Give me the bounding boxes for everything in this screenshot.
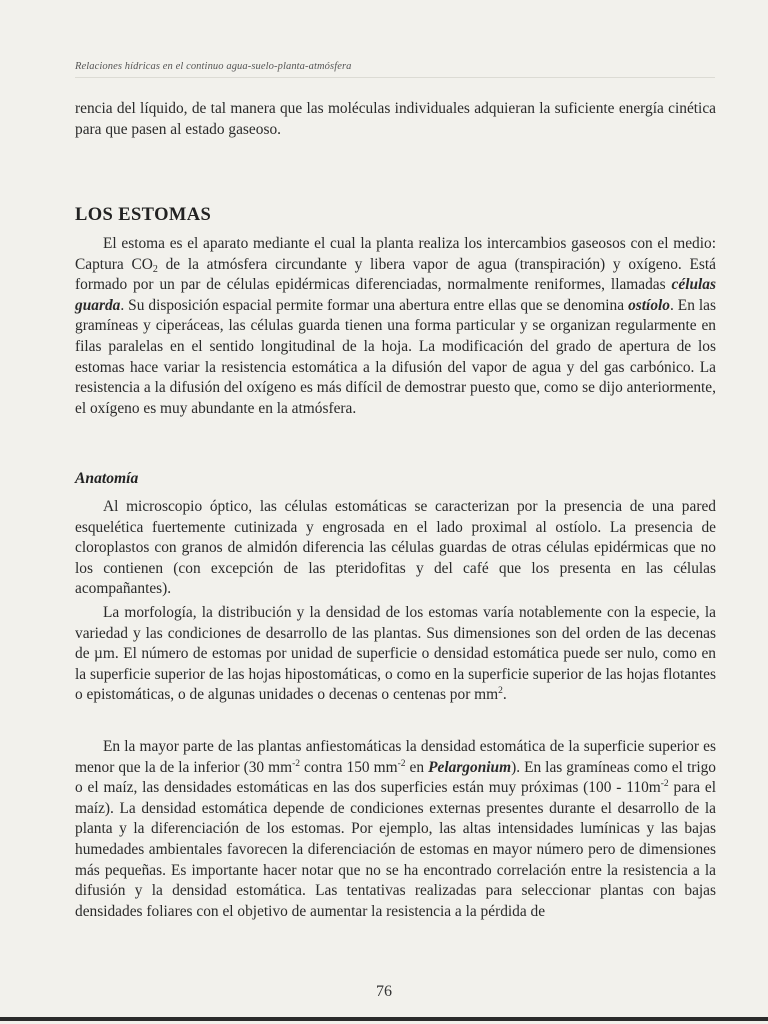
superscript: 2: [498, 686, 503, 697]
text-run: en: [405, 758, 429, 776]
header-rule: [75, 77, 715, 78]
anatomia-paragraph-2: [75, 603, 716, 706]
running-head: Relaciones hídricas en el continuo agua-suelo-planta-atmósfera: [75, 61, 352, 72]
subscript: 2: [152, 263, 158, 275]
text-run: La morfología, la distribución y la densidad de los estomas varía notablemente con la especie, la variedad y las condiciones de desarrollo de las plantas. Sus dimensiones son del orden de las decenas de µm. El número de estomas por unidad de superficie o densidad estomática puede ser nulo, como en la superficie superior de las hojas hipostomáticas, o como en la superficie superior de las hojas flotantes o epistomáticas, o de algunas unidades o decenas o centenas por mm: [75, 604, 716, 704]
text-run: de la atmósfera circundante y libera vapor de agua (transpiración) y oxígeno. Está formado por un par de células epidérmicas diferenciadas, normalmente reniformes, llamadas: [75, 255, 717, 294]
text-run: El estoma es el aparato mediante el cual la planta realiza los intercambios gaseosos con el medio: Captura CO: [75, 235, 716, 273]
text-run: para el maíz). La densidad estomática depende de condiciones externas presentes durante el desarrollo de la planta y la diferenciación de los estomas. Por ejemplo, las altas intensidades lumínicas y las bajas humedades ambientales favorecen la diferenciación de estomas en mayor número pero de dimensiones más pequeñas. Es importante hacer notar que no se ha encontrado correlación entre la resistencia a la difusión y la densidad estomática. Las tentativas realizadas para seleccionar plantas con bajas densidades foliares con el objetivo de aumentar la resistencia a la pérdida de: [75, 779, 716, 920]
page-number: 76: [376, 983, 392, 1000]
superscript: -2: [660, 779, 669, 790]
subsection-title: Anatomía: [75, 470, 139, 487]
text-run: .: [502, 686, 507, 704]
text-run: contra 150 mm: [300, 758, 398, 776]
intro-paragraph: rencia del líquido, de tal manera que las moléculas individuales adquieran la suficiente energía cinética para que pasen al estado gaseoso.: [75, 100, 716, 138]
page-bottom-edge: [0, 1017, 768, 1021]
term-celulas-guarda: células guarda: [75, 276, 716, 314]
term-pelargonium: Pelargonium: [428, 758, 512, 776]
text-run: ). En las gramíneas como el trigo o el maíz, las densidades estomáticas en las dos superficies están muy próximas (100 - 110m: [75, 758, 717, 797]
text-run: . En las gramíneas y ciperáceas, las células guarda tienen una forma particular y se organizan regularmente en filas paralelas en el sentido longitudinal de la hoja. La modificación del grado de apertura de los estomas hace variar la resistencia estomática a la difusión del vapor de agua y del gas carbónico. La resistencia a la difusión del oxígeno es más difícil de demostrar puesto que, como se dijo anteriormente, el oxígeno es muy abundante en la atmósfera.: [75, 296, 716, 417]
superscript: -2: [397, 758, 406, 769]
anatomia-paragraph-3: [75, 737, 716, 922]
text-run: . Su disposición espacial permite formar una abertura entre ellas que se denomina: [120, 296, 629, 314]
anatomia-paragraph-1: Al microscopio óptico, las células estomáticas se caracterizan por la presencia de una pared esquelética fuertemente cutinizada y engrosada en el lado proximal al ostíolo. La presencia de cloroplastos con granos de almidón diferencia las células guardas de otras células epidérmicas que no los contienen (con excepción de las pteridofitas y del café que los presenta en las células acompañantes).: [75, 498, 716, 598]
superscript: -2: [292, 758, 301, 769]
text-run: En la mayor parte de las plantas anfiestomáticas la densidad estomática de la superficie superior es menor que la de la inferior (30 mm: [75, 738, 716, 776]
estomas-paragraph: [75, 234, 716, 419]
section-title: LOS ESTOMAS: [75, 205, 212, 225]
term-ostiolo: ostíolo: [628, 296, 670, 314]
